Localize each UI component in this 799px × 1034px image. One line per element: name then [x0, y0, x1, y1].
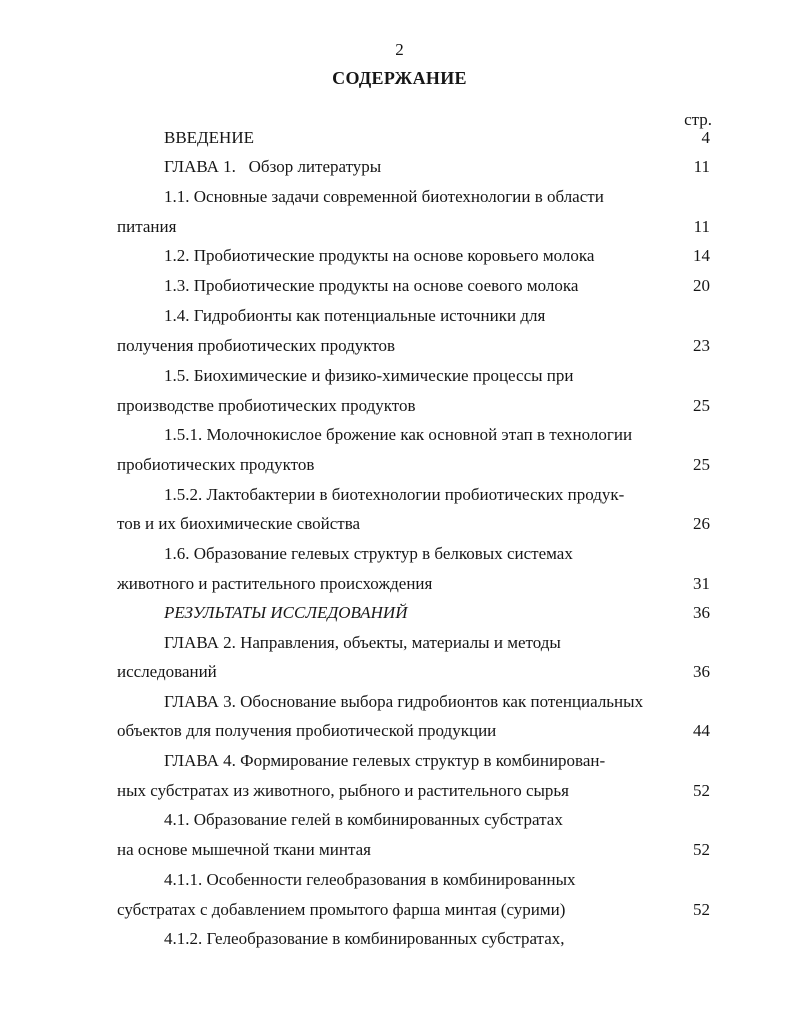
- toc-entry-1-6: 1.6. Образование гелевых структур в белковых системах: [164, 544, 573, 563]
- toc-entry-1-5-cont: производстве пробиотических продуктов: [117, 396, 416, 415]
- toc-page-number: 23: [693, 336, 710, 355]
- toc-entry-1-4: 1.4. Гидробионты как потенциальные источники для: [164, 306, 546, 325]
- toc-entry-chapter-3: ГЛАВА 3. Обоснование выбора гидробионтов как потенциальных: [164, 692, 644, 711]
- toc-entry-4-1-1: 4.1.1. Особенности гелеобразования в комбинированных: [164, 870, 576, 889]
- toc-page-number: 52: [693, 840, 710, 859]
- toc-page-number: 44: [693, 721, 710, 740]
- toc-entry-1-6-cont: животного и растительного происхождения: [117, 574, 433, 593]
- toc-entry-chapter-4: ГЛАВА 4. Формирование гелевых структур в комбинирован-: [164, 751, 606, 770]
- toc-entry-1-5-2: 1.5.2. Лактобактерии в биотехнологии пробиотических продук-: [164, 485, 625, 504]
- toc-entry-1-5-1-cont: пробиотических продуктов: [117, 455, 315, 474]
- toc-entry-4-1-cont: на основе мышечной ткани минтая: [117, 840, 371, 859]
- toc-page-number: 52: [693, 781, 710, 800]
- toc-page-number: 31: [693, 574, 710, 593]
- toc-page-number: 14: [693, 246, 710, 265]
- page-title: СОДЕРЖАНИЕ: [332, 68, 467, 88]
- toc-page-number: 20: [693, 276, 710, 295]
- toc-entry-results: РЕЗУЛЬТАТЫ ИССЛЕДОВАНИЙ: [164, 603, 408, 622]
- toc-page-number: 4: [701, 128, 710, 147]
- toc-entry-4-1-2: 4.1.2. Гелеобразование в комбинированных субстратах,: [164, 929, 565, 948]
- toc-entry-1-1-cont: питания: [117, 217, 177, 236]
- page-number: 2: [395, 40, 404, 59]
- toc-entry-chapter-2-cont: исследований: [117, 662, 217, 681]
- toc-page-number: 36: [693, 662, 710, 681]
- toc-entry-1-1: 1.1. Основные задачи современной биотехнологии в области: [164, 187, 604, 206]
- toc-page-number: 25: [693, 455, 710, 474]
- toc-entry-4-1: 4.1. Образование гелей в комбинированных субстратах: [164, 810, 563, 829]
- toc-entry-chapter-4-cont: ных субстратах из животного, рыбного и растительного сырья: [117, 781, 569, 800]
- toc-entry-chapter-1: ГЛАВА 1. Обзор литературы: [164, 157, 382, 176]
- toc-entry-chapter-3-cont: объектов для получения пробиотической продукции: [117, 721, 497, 740]
- toc-page-number: 26: [693, 514, 710, 533]
- toc-entry-1-5-2-cont: тов и их биохимические свойства: [117, 514, 361, 533]
- toc-page-number: 11: [693, 157, 710, 176]
- toc-entry-introduction: ВВЕДЕНИЕ: [164, 128, 254, 147]
- toc-page-number: 25: [693, 396, 710, 415]
- toc-page-number: 11: [693, 217, 710, 236]
- toc-entry-1-4-cont: получения пробиотических продуктов: [117, 336, 396, 355]
- toc-entry-1-5: 1.5. Биохимические и физико-химические процессы при: [164, 366, 574, 385]
- page-column-header: стр.: [684, 110, 712, 129]
- toc-page-number: 52: [693, 900, 710, 919]
- toc-entry-1-3: 1.3. Пробиотические продукты на основе соевого молока: [164, 276, 579, 295]
- toc-page-number: 36: [693, 603, 710, 622]
- toc-entry-chapter-2: ГЛАВА 2. Направления, объекты, материалы и методы: [164, 633, 561, 652]
- toc-entry-1-5-1: 1.5.1. Молочнокислое брожение как основной этап в технологии: [164, 425, 633, 444]
- toc-entry-4-1-1-cont: субстратах с добавлением промытого фарша минтая (сурими): [117, 900, 566, 919]
- toc-entry-1-2: 1.2. Пробиотические продукты на основе коровьего молока: [164, 246, 595, 265]
